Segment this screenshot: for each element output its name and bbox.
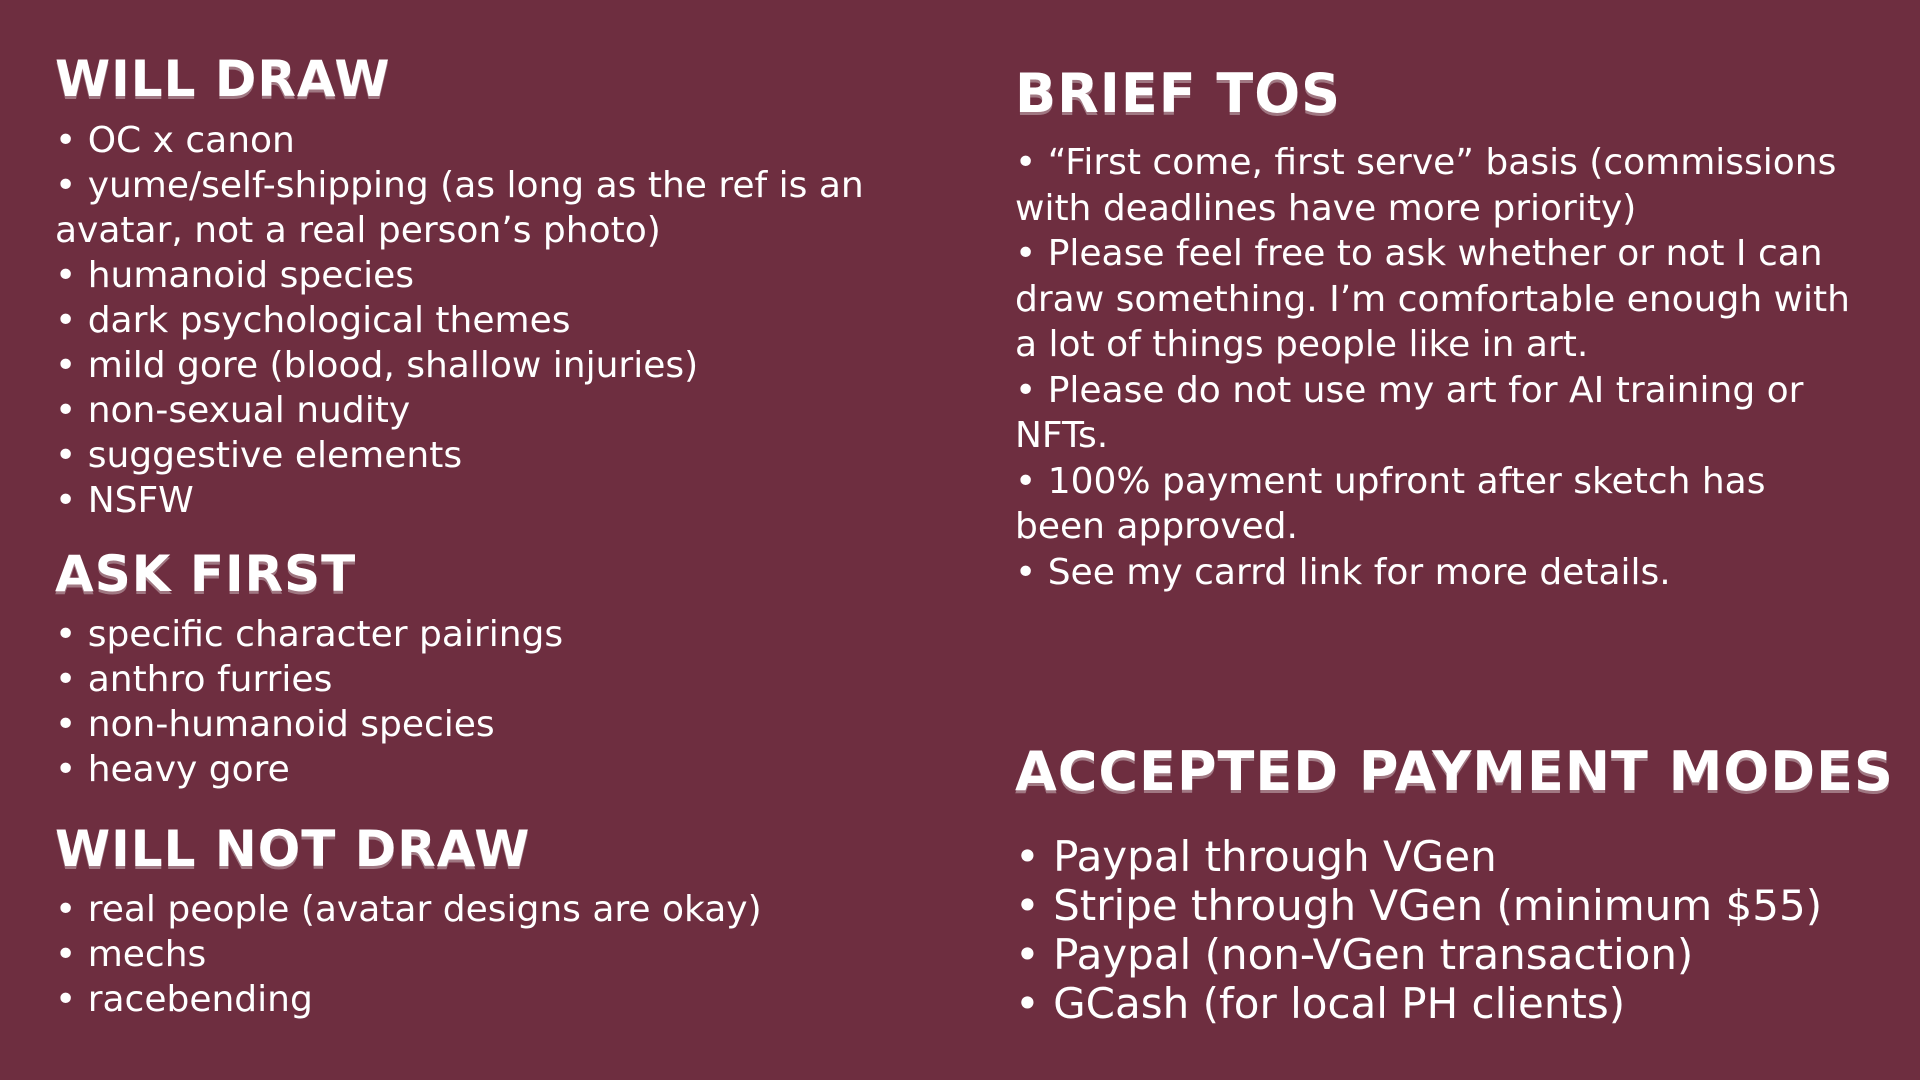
list-item: • real people (avatar designs are okay) <box>55 887 935 932</box>
will-draw-heading: WILL DRAW <box>55 50 391 108</box>
list-item: • OC x canon <box>55 118 935 163</box>
will-not-draw-heading: WILL NOT DRAW <box>55 820 531 878</box>
list-item: • Paypal through VGen <box>1015 832 1855 881</box>
list-item: • mild gore (blood, shallow injuries) <box>55 343 935 388</box>
list-item: • NSFW <box>55 478 935 523</box>
list-item: • anthro furries <box>55 657 935 702</box>
will-not-draw-list <box>55 887 935 1022</box>
list-item: • mechs <box>55 932 935 977</box>
list-item: • 100% payment upfront after sketch has been approved. <box>1015 459 1855 550</box>
ask-first-list <box>55 612 935 792</box>
list-item: • non-sexual nudity <box>55 388 935 433</box>
payment-modes-heading: ACCEPTED PAYMENT MODES <box>1015 740 1894 803</box>
list-item: • “First come, first serve” basis (commissions with deadlines have more priority) <box>1015 140 1855 231</box>
payment-modes-list <box>1015 832 1855 1028</box>
list-item: • Stripe through VGen (minimum $55) <box>1015 881 1855 930</box>
list-item: • suggestive elements <box>55 433 935 478</box>
list-item: • See my carrd link for more details. <box>1015 550 1855 596</box>
list-item: • heavy gore <box>55 747 935 792</box>
list-item: • yume/self-shipping (as long as the ref is an avatar, not a real person’s photo) <box>55 163 935 253</box>
list-item: • GCash (for local PH clients) <box>1015 979 1855 1028</box>
list-item: • Paypal (non-VGen transaction) <box>1015 930 1855 979</box>
brief-tos-list <box>1015 140 1855 595</box>
list-item: • Please feel free to ask whether or not I can draw something. I’m comfortable enough with a lot of things people like in art. <box>1015 231 1855 368</box>
list-item: • specific character pairings <box>55 612 935 657</box>
list-item: • Please do not use my art for AI training or NFTs. <box>1015 368 1855 459</box>
list-item: • humanoid species <box>55 253 935 298</box>
list-item: • racebending <box>55 977 935 1022</box>
brief-tos-heading: BRIEF TOS <box>1015 62 1342 125</box>
ask-first-heading: ASK FIRST <box>55 545 357 603</box>
will-draw-list <box>55 118 935 523</box>
list-item: • non-humanoid species <box>55 702 935 747</box>
list-item: • dark psychological themes <box>55 298 935 343</box>
